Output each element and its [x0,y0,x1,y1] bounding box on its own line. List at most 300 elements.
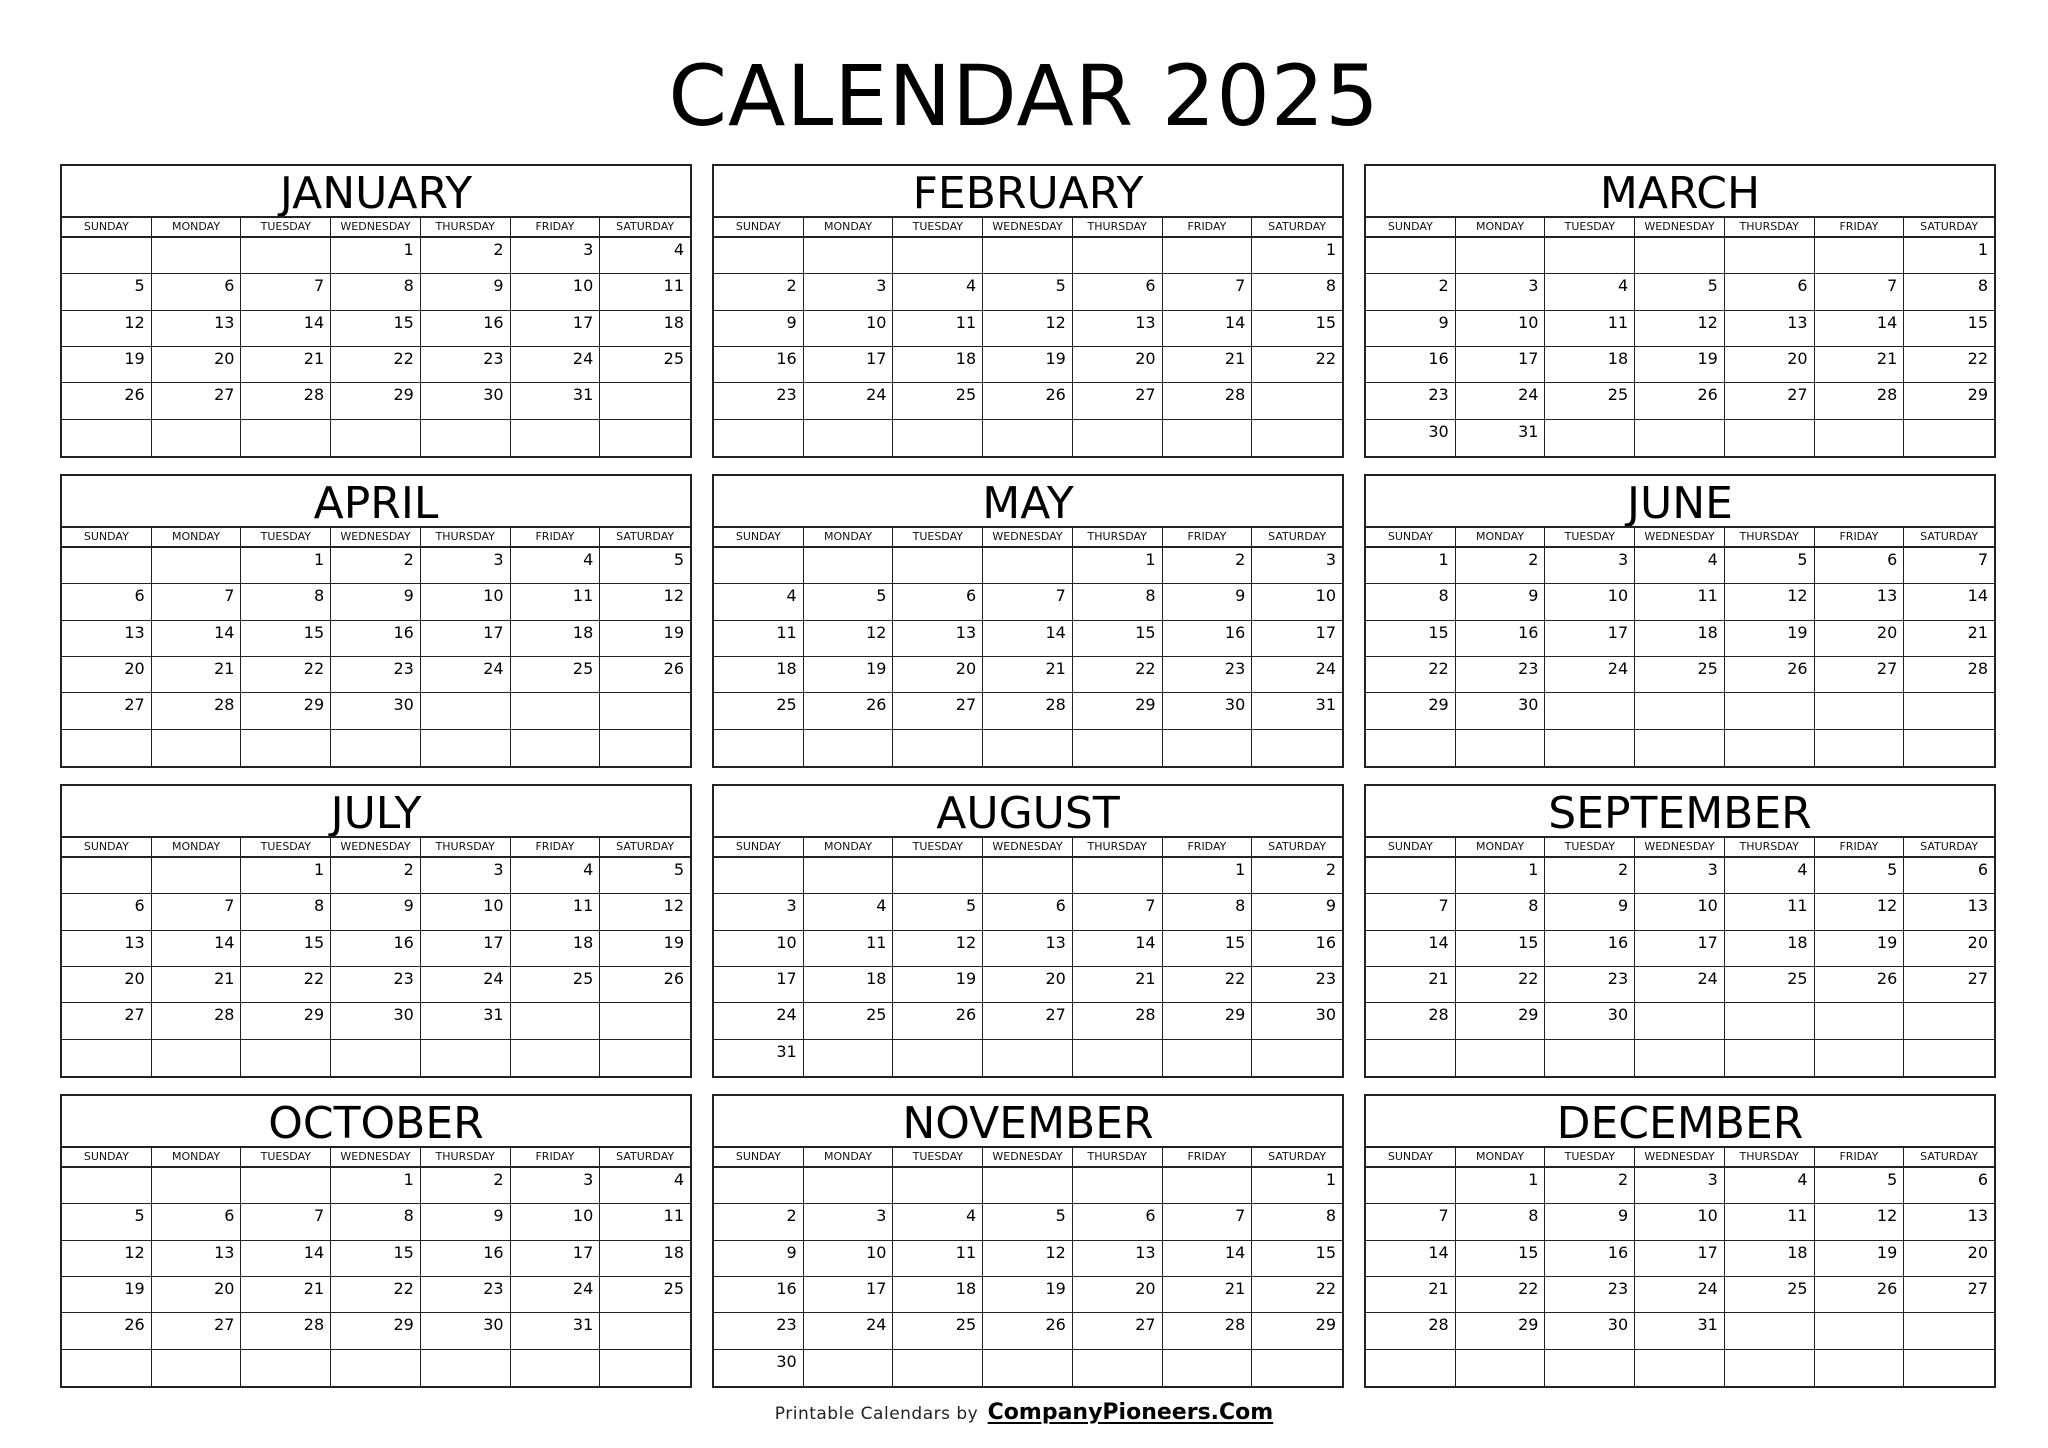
empty-day-cell [1456,730,1546,766]
day-cell: 22 [1252,347,1342,383]
day-cell: 1 [1252,1168,1342,1204]
day-cell: 27 [62,693,152,729]
empty-day-cell [1904,1313,1994,1349]
weekday-label-saturday: SATURDAY [616,220,675,233]
day-cell: 27 [893,693,983,729]
day-cell: 6 [1073,1204,1163,1240]
empty-day-cell [804,238,894,274]
day-cell: 23 [421,347,511,383]
weekday-label-wednesday: WEDNESDAY [983,218,1073,236]
day-cell: 6 [1725,274,1815,310]
weekday-label-monday: MONDAY [152,838,242,856]
day-cell: 12 [983,311,1073,347]
empty-day-cell [1545,693,1635,729]
day-cell: 18 [893,347,983,383]
day-cell: 16 [331,621,421,657]
weekday-label-monday: MONDAY [804,528,894,546]
day-cell: 30 [1456,693,1546,729]
weekday-label-wednesday: WEDNESDAY [331,838,421,856]
day-cell: 14 [152,621,242,657]
day-cell: 28 [152,1003,242,1039]
empty-day-cell [983,548,1073,584]
empty-day-cell [241,730,331,766]
day-cell: 8 [1456,1204,1546,1240]
empty-day-cell [421,730,511,766]
empty-day-cell [1163,730,1253,766]
empty-day-cell [1252,420,1342,456]
day-cell: 25 [1725,967,1815,1003]
day-cell: 21 [1904,621,1994,657]
day-cell: 2 [714,1204,804,1240]
empty-day-cell [1725,1350,1815,1386]
day-cell: 11 [511,584,601,620]
day-cell: 5 [1725,548,1815,584]
weekday-header-row [1366,528,1994,548]
day-cell: 26 [1815,1277,1905,1313]
month-january [60,164,692,458]
day-cell: 4 [1725,1168,1815,1204]
empty-day-cell [62,1168,152,1204]
day-cell: 19 [62,1277,152,1313]
day-cell: 18 [1725,1241,1815,1277]
day-cell: 16 [331,931,421,967]
weekday-label-friday: FRIDAY [1815,1148,1905,1166]
empty-day-cell [1635,1040,1725,1076]
day-cell: 10 [421,894,511,930]
empty-day-cell [1904,730,1994,766]
weekday-label-saturday: SATURDAY [1268,220,1327,233]
empty-day-cell [1073,730,1163,766]
day-cell: 26 [600,657,690,693]
weekday-label-thursday: THURSDAY [421,528,511,546]
day-cell: 5 [600,858,690,894]
day-cell: 11 [1725,1204,1815,1240]
day-cell: 10 [511,1204,601,1240]
weekday-label-friday: FRIDAY [511,528,601,546]
day-cell: 9 [1456,584,1546,620]
day-cell: 4 [804,894,894,930]
day-cell: 30 [1545,1313,1635,1349]
day-cell: 4 [600,1168,690,1204]
weekday-label-sunday: SUNDAY [714,838,804,856]
day-cell: 14 [241,311,331,347]
empty-day-cell [1635,238,1725,274]
day-cell: 23 [1252,967,1342,1003]
weekday-label-thursday: THURSDAY [1725,528,1815,546]
empty-day-cell [893,858,983,894]
weekday-label-monday: MONDAY [804,218,894,236]
day-cell: 26 [62,383,152,419]
day-cell: 17 [511,311,601,347]
weekday-label-friday: FRIDAY [511,218,601,236]
day-cell: 20 [152,347,242,383]
weekday-label-tuesday: TUESDAY [241,528,331,546]
empty-day-cell [511,1350,601,1386]
month-name: MAY [714,476,1342,528]
day-cell: 26 [1725,657,1815,693]
empty-day-cell [1904,1350,1994,1386]
empty-day-cell [62,1350,152,1386]
day-cell: 15 [1456,931,1546,967]
day-cell: 21 [983,657,1073,693]
empty-day-cell [152,730,242,766]
empty-day-cell [152,1040,242,1076]
day-grid [62,548,690,766]
day-cell: 31 [1252,693,1342,729]
empty-day-cell [893,730,983,766]
day-cell: 22 [331,1277,421,1313]
day-cell: 18 [1545,347,1635,383]
weekday-label-sunday: SUNDAY [714,1148,804,1166]
day-cell: 24 [1635,967,1725,1003]
weekday-label-sunday: SUNDAY [62,528,152,546]
day-cell: 11 [1635,584,1725,620]
day-cell: 8 [1904,274,1994,310]
day-grid [62,858,690,1076]
day-cell: 8 [1252,274,1342,310]
day-cell: 13 [893,621,983,657]
day-cell: 2 [1545,1168,1635,1204]
empty-day-cell [600,1350,690,1386]
day-cell: 4 [1725,858,1815,894]
empty-day-cell [714,420,804,456]
weekday-label-friday: FRIDAY [1163,838,1253,856]
empty-day-cell [893,420,983,456]
day-cell: 25 [511,967,601,1003]
day-cell: 25 [893,1313,983,1349]
day-cell: 29 [1073,693,1163,729]
day-cell: 7 [983,584,1073,620]
day-cell: 7 [1163,1204,1253,1240]
day-cell: 16 [1545,1241,1635,1277]
day-cell: 15 [1252,311,1342,347]
month-name: NOVEMBER [714,1096,1342,1148]
day-cell: 18 [1635,621,1725,657]
day-grid [714,1168,1342,1386]
day-cell: 9 [421,274,511,310]
day-cell: 9 [1366,311,1456,347]
day-cell: 1 [241,858,331,894]
day-cell: 2 [1545,858,1635,894]
empty-day-cell [1545,1350,1635,1386]
empty-day-cell [1252,1040,1342,1076]
weekday-label-thursday: THURSDAY [1725,838,1815,856]
weekday-header-row [1366,838,1994,858]
empty-day-cell [1163,1040,1253,1076]
day-cell: 20 [1073,347,1163,383]
month-name: OCTOBER [62,1096,690,1148]
day-cell: 31 [511,383,601,419]
day-cell: 30 [331,1003,421,1039]
day-cell: 14 [1073,931,1163,967]
empty-day-cell [804,1040,894,1076]
day-cell: 15 [1366,621,1456,657]
day-cell: 28 [1073,1003,1163,1039]
day-cell: 27 [983,1003,1073,1039]
day-cell: 11 [893,311,983,347]
day-cell: 16 [421,311,511,347]
weekday-label-thursday: THURSDAY [421,1148,511,1166]
day-cell: 10 [1456,311,1546,347]
day-cell: 6 [1904,1168,1994,1204]
day-cell: 22 [1073,657,1163,693]
day-cell: 6 [62,894,152,930]
weekday-label-tuesday: TUESDAY [893,1148,983,1166]
empty-day-cell [62,420,152,456]
weekday-label-thursday: THURSDAY [1073,838,1163,856]
day-cell: 14 [1163,311,1253,347]
empty-day-cell [1725,420,1815,456]
day-cell: 11 [600,274,690,310]
day-cell: 5 [1635,274,1725,310]
day-cell: 15 [1252,1241,1342,1277]
day-cell: 14 [1163,1241,1253,1277]
month-december [1364,1094,1996,1388]
day-cell: 8 [241,584,331,620]
day-cell: 6 [983,894,1073,930]
day-cell: 1 [331,1168,421,1204]
weekday-label-monday: MONDAY [152,218,242,236]
day-cell: 24 [511,347,601,383]
day-grid [714,858,1342,1076]
day-cell: 29 [1366,693,1456,729]
weekday-label-friday: FRIDAY [511,838,601,856]
day-cell: 14 [1815,311,1905,347]
empty-day-cell [1366,1350,1456,1386]
day-cell: 23 [1163,657,1253,693]
month-february [712,164,1344,458]
empty-day-cell [1545,420,1635,456]
day-cell: 4 [714,584,804,620]
day-cell: 18 [511,621,601,657]
day-cell: 18 [714,657,804,693]
day-cell: 24 [714,1003,804,1039]
day-cell: 9 [1545,894,1635,930]
day-cell: 28 [241,383,331,419]
day-cell: 20 [62,967,152,1003]
day-cell: 8 [1073,584,1163,620]
weekday-label-wednesday: WEDNESDAY [1635,528,1725,546]
weekday-label-sunday: SUNDAY [1366,218,1456,236]
empty-day-cell [804,858,894,894]
day-cell: 13 [1073,1241,1163,1277]
day-cell: 13 [62,931,152,967]
day-cell: 2 [1456,548,1546,584]
weekday-label-wednesday: WEDNESDAY [331,528,421,546]
empty-day-cell [1635,1350,1725,1386]
empty-day-cell [62,548,152,584]
empty-day-cell [1904,1003,1994,1039]
empty-day-cell [804,1350,894,1386]
month-may [712,474,1344,768]
day-cell: 9 [714,311,804,347]
day-cell: 21 [241,1277,331,1313]
day-cell: 25 [600,1277,690,1313]
day-cell: 12 [804,621,894,657]
weekday-label-monday: MONDAY [804,838,894,856]
day-cell: 1 [1073,548,1163,584]
weekday-label-sunday: SUNDAY [714,218,804,236]
day-cell: 21 [1366,967,1456,1003]
month-name: MARCH [1366,166,1994,218]
weekday-header-row [714,1148,1342,1168]
empty-day-cell [1545,238,1635,274]
empty-day-cell [511,1003,601,1039]
empty-day-cell [600,1003,690,1039]
empty-day-cell [804,548,894,584]
day-cell: 1 [1456,1168,1546,1204]
weekday-header-row [62,1148,690,1168]
day-cell: 20 [1725,347,1815,383]
day-cell: 27 [1904,1277,1994,1313]
weekday-label-sunday: SUNDAY [62,838,152,856]
day-cell: 30 [1252,1003,1342,1039]
day-cell: 20 [1904,931,1994,967]
month-september [1364,784,1996,1078]
empty-day-cell [152,238,242,274]
day-cell: 5 [62,274,152,310]
empty-day-cell [1073,1040,1163,1076]
day-cell: 10 [1635,1204,1725,1240]
day-cell: 15 [1904,311,1994,347]
month-name: APRIL [62,476,690,528]
day-cell: 24 [1545,657,1635,693]
day-cell: 26 [983,1313,1073,1349]
empty-day-cell [893,548,983,584]
day-cell: 14 [1366,931,1456,967]
weekday-header-row [62,218,690,238]
weekday-label-saturday: SATURDAY [1920,1150,1979,1163]
day-cell: 8 [241,894,331,930]
day-cell: 24 [421,967,511,1003]
day-cell: 11 [600,1204,690,1240]
weekday-label-wednesday: WEDNESDAY [1635,218,1725,236]
footer-brand-link[interactable]: CompanyPioneers.Com [987,1400,1274,1425]
empty-day-cell [1815,420,1905,456]
weekday-label-friday: FRIDAY [1163,528,1253,546]
day-cell: 22 [1163,967,1253,1003]
empty-day-cell [331,1350,421,1386]
day-cell: 22 [241,657,331,693]
empty-day-cell [714,548,804,584]
day-cell: 14 [1366,1241,1456,1277]
weekday-label-tuesday: TUESDAY [893,218,983,236]
day-cell: 18 [511,931,601,967]
day-cell: 10 [804,311,894,347]
empty-day-cell [62,858,152,894]
empty-day-cell [1635,1003,1725,1039]
day-cell: 3 [1252,548,1342,584]
day-cell: 20 [152,1277,242,1313]
day-cell: 11 [1545,311,1635,347]
day-cell: 18 [804,967,894,1003]
day-cell: 3 [511,238,601,274]
day-cell: 28 [983,693,1073,729]
day-cell: 23 [1366,383,1456,419]
empty-day-cell [714,1168,804,1204]
day-cell: 28 [1815,383,1905,419]
day-cell: 19 [600,621,690,657]
day-cell: 3 [1635,1168,1725,1204]
day-cell: 27 [152,383,242,419]
day-cell: 22 [1252,1277,1342,1313]
day-cell: 9 [1252,894,1342,930]
weekday-header-row [62,528,690,548]
empty-day-cell [1635,420,1725,456]
day-cell: 16 [421,1241,511,1277]
empty-day-cell [600,693,690,729]
day-cell: 19 [1815,931,1905,967]
day-cell: 13 [152,311,242,347]
day-cell: 19 [893,967,983,1003]
day-cell: 3 [804,1204,894,1240]
empty-day-cell [600,383,690,419]
weekday-label-sunday: SUNDAY [62,218,152,236]
day-cell: 5 [600,548,690,584]
day-cell: 8 [331,274,421,310]
day-cell: 7 [241,274,331,310]
weekday-label-wednesday: WEDNESDAY [983,838,1073,856]
day-cell: 5 [983,1204,1073,1240]
day-cell: 11 [893,1241,983,1277]
day-cell: 2 [421,238,511,274]
weekday-label-monday: MONDAY [152,1148,242,1166]
day-cell: 23 [331,657,421,693]
day-cell: 21 [1366,1277,1456,1313]
day-cell: 3 [1635,858,1725,894]
day-cell: 12 [1815,894,1905,930]
empty-day-cell [241,1350,331,1386]
day-cell: 9 [1163,584,1253,620]
day-cell: 28 [1163,383,1253,419]
weekday-header-row [714,528,1342,548]
day-cell: 19 [600,931,690,967]
day-cell: 6 [152,1204,242,1240]
day-cell: 30 [1545,1003,1635,1039]
day-cell: 1 [1163,858,1253,894]
day-cell: 18 [893,1277,983,1313]
weekday-label-thursday: THURSDAY [1073,528,1163,546]
day-cell: 1 [1904,238,1994,274]
weekday-label-friday: FRIDAY [1163,218,1253,236]
empty-day-cell [1545,730,1635,766]
day-cell: 29 [241,1003,331,1039]
day-cell: 2 [1252,858,1342,894]
day-cell: 11 [511,894,601,930]
month-name: SEPTEMBER [1366,786,1994,838]
day-cell: 13 [1725,311,1815,347]
day-grid [1366,1168,1994,1386]
day-cell: 12 [893,931,983,967]
empty-day-cell [600,730,690,766]
empty-day-cell [152,858,242,894]
day-cell: 8 [1163,894,1253,930]
day-cell: 23 [1545,1277,1635,1313]
month-october [60,1094,692,1388]
day-cell: 5 [804,584,894,620]
empty-day-cell [1725,693,1815,729]
day-grid [714,548,1342,766]
month-august [712,784,1344,1078]
empty-day-cell [1456,238,1546,274]
day-cell: 28 [1366,1003,1456,1039]
empty-day-cell [331,1040,421,1076]
month-name: FEBRUARY [714,166,1342,218]
empty-day-cell [1073,1350,1163,1386]
day-cell: 17 [1252,621,1342,657]
day-cell: 31 [421,1003,511,1039]
day-cell: 2 [1366,274,1456,310]
